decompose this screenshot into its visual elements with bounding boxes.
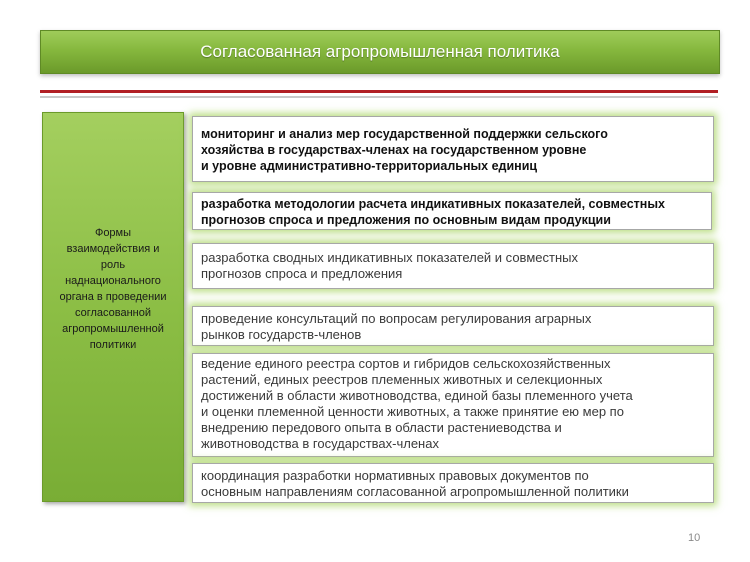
forms-of-interaction-label: Формы взаимодействия и роль наднационального органа в проведении согласованной агропромышленной политики — [59, 227, 167, 351]
title-divider-gray — [40, 96, 718, 98]
forms-of-interaction-panel — [42, 112, 184, 502]
list-item-monitoring: мониторинг и анализ мер государственной поддержки сельского хозяйства в государствах-членах на государственном уровне и уровне административно-территориальных единиц — [192, 116, 714, 182]
list-item-coordination: координация разработки нормативных правовых документов по основным направлениям согласованной агропромышленной политики — [192, 463, 714, 503]
list-item-methodology: разработка методологии расчета индикативных показателей, совместных прогнозов спроса и предложения по основным видам продукции — [192, 192, 712, 230]
slide-title: Согласованная агропромышленная политика — [200, 42, 560, 61]
page-number: 10 — [688, 532, 701, 544]
list-item-registry: ведение единого реестра сортов и гибридов сельскохозяйственных растений, единых реестров племенных животных и селекционных достижений в области животноводства, единой базы племенного учета и оценки племенной ценности животных, а также принятие ею мер по внедрению передового опыта в области растениеводства и животноводства в государствах-членах — [192, 353, 714, 457]
list-item-consultations: проведение консультаций по вопросам регулирования аграрных рынков государств-членов — [192, 306, 714, 346]
slide-title-bar — [40, 30, 720, 74]
list-item-indicators: разработка сводных индикативных показателей и совместных прогнозов спроса и предложения — [192, 243, 714, 289]
title-divider-red — [40, 90, 718, 93]
